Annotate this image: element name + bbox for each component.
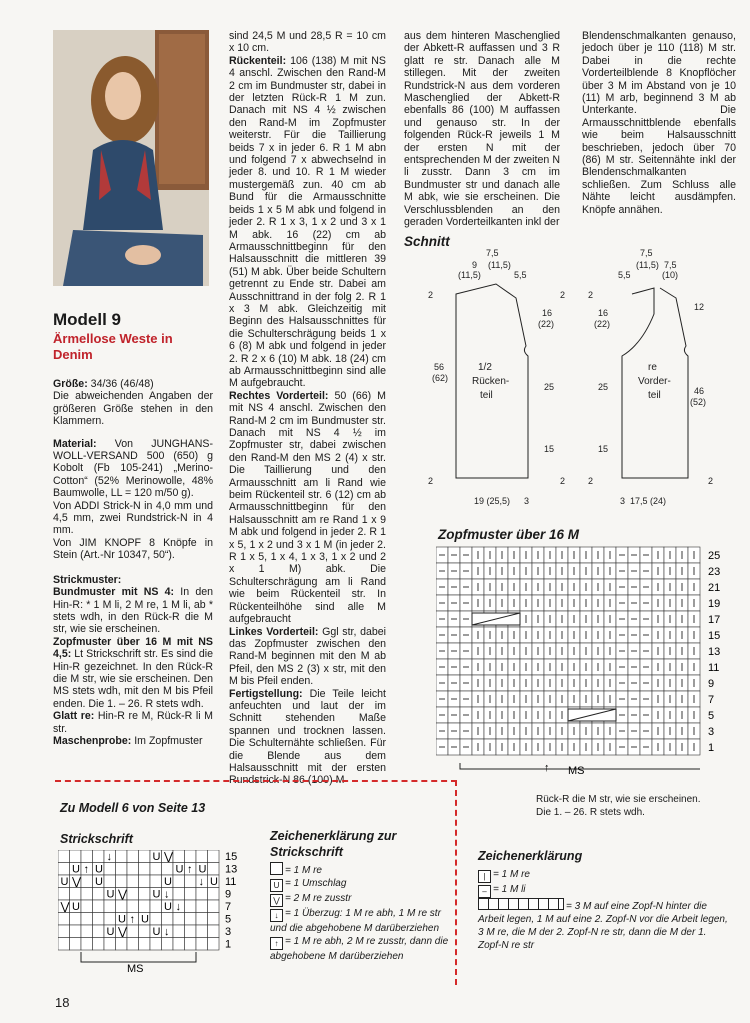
svg-text:2: 2 (588, 290, 594, 300)
svg-text:⋁: ⋁ (164, 851, 174, 863)
svg-text:1/2: 1/2 (478, 362, 492, 373)
row-number: 11 (708, 662, 720, 674)
svg-text:↓: ↓ (198, 876, 204, 888)
row-number: 3 (708, 726, 715, 738)
knit-icon: | (478, 870, 491, 883)
svg-text:↓: ↓ (175, 901, 181, 913)
strickschrift-title: Strickschrift (60, 832, 133, 846)
yarn-over-icon: U (270, 879, 283, 892)
row-number: 15 (708, 630, 721, 642)
row-number: 15 (225, 851, 238, 863)
svg-text:U: U (175, 863, 184, 876)
svg-text:↓: ↓ (164, 926, 170, 938)
svg-text:2: 2 (428, 476, 434, 486)
svg-text:(62): (62) (432, 373, 449, 383)
column-2: sind 24,5 M und 28,5 R = 10 cm x 10 cm. Rückenteil: 106 (138) M mit NS 4 anschl. Zwischen den Rand-M 2 cm im Bundmuster str, dabei in der letzten Rück-R 1 M zun. Danach mit NS 4 ½ zwischen den Rand-M im Zopfmuster weiterstr. Für die Taillierung beids 7 x in jeder 6. R 1 M abn und folgend 7 x abwechselnd in jeder 8. und 10. R 1 M wieder mustergemäß zun. 40 cm ab Bund für die Armausschnitte beids 1 x 5 M abk und folgend in jeder 2. R 1 x 3, 1 x 2 und 3 x 1 M abk. 16 (22) cm ab Armausschnittbeginn für den Halsausschnitt die mittleren 39 (51) M abk. Über beide Schultern getrennt zu Ende str. Dabei am Ausschnittrand in der folg 2. R 1 x 3 M abk. Gleichzeitig mit Beginn des Halsausschnittes für die Schulterschrägung beids 1 x 6 (8) M abk und folgend in jeder 2. R 2 x 6 (10) M abk. 18 (24) cm ab Armausschnittbeginn sind alle M aufgebraucht. Rechtes Vorderteil: 50 (66) M mit NS 4 anschl. Zwischen den Rand-M 2 cm im Bundmuster str. Danach mit NS 4 ½ im Zopfmuster str, dabei zwischen den Rand-M den MS 2 (4) x str. Die Taillierung und den Armausschnitt am li Rand wie beim Rückenteil str. 6 (12) cm ab Armausschnittbeginn für den Halsausschnitt am re Rand 1 x 9 M abk und folgend in jeder 2. R 1 x 5, 1 x 2 und 3 x 1 M (in jeder 2. R 1 x 5, 1 x 4, 1 x 3, 1 x 2 und 2 x 1 M) abk. Die Schulterschrägung am li Rand wie beim Rückenteil str. In Rückenteilhöhe sind alle M aufgebraucht Linkes Vorderteil: Ggl str, dabei das Zopfmuster zwischen den Rand-M beginnen mit den M ab Pfeil, den MS 2 (3) x str, mit den M bis Pfeil enden. Fertigstellung: Die Teile leicht anfeuchten und laut der im Schnitt stehenden Maße spannen und trocknen lassen. Die Schulternähte schließen. Für die Blende aus dem Halsausschnitt mit der ersten Rundstrick-N 86 (100) M (229, 30, 386, 787)
legend-zopf: Zeichenerklärung | = 1 M re – = 1 M li = 3 M auf eine Zopf-N hinter die Arbeit legen, 1 M auf eine 2. Zopf-N vor die Arbeit legen, 3 M re, die M der 2. Zopf-N re str, dann die M der 1. Zopf-N re str (478, 849, 728, 951)
purl-icon: – (478, 885, 491, 898)
svg-text:25: 25 (598, 382, 609, 392)
svg-text:↑: ↑ (83, 863, 89, 876)
svg-text:U: U (152, 888, 161, 901)
svg-text:⋁: ⋁ (72, 876, 82, 888)
strickschrift-chart (58, 850, 258, 980)
svg-text:46: 46 (694, 386, 705, 396)
ms-bracket (81, 952, 196, 962)
svg-text:3: 3 (620, 496, 626, 506)
svg-text:teil: teil (648, 390, 661, 401)
svg-text:2: 2 (588, 476, 594, 486)
row-number: 1 (708, 742, 715, 754)
svg-text:19 (25,5): 19 (25,5) (474, 496, 511, 506)
zopf-para: Zopfmuster über 16 M mit NS 4,5: Lt Strickschrift str. Es sind die Hin-R gezeichnet. In den Rück-R die M str, wie sie erscheinen. Den MS stets wdh, mit den M bis Pfeil enden. Die 1. – 26. R stets wdh. (53, 635, 213, 710)
page-number: 18 (55, 995, 70, 1010)
svg-text:↓: ↓ (106, 851, 112, 863)
column-4: Blendenschmalkanten genauso, jedoch über je 110 (118) M str. Dabei in die rechte Vorderteilblende 8 Knopflöcher über 3 M im Abstand von je 10 (11) M arb, beginnend 3 M ab Unterkante. Die Armausschnittblende ebenfalls wie beim Halsausschnitt beschrieben, jedoch über 70 (86) M str. Seitennähte inkl der Blendenschmalkanten schließen. Zum Schluss alle Nähte leicht ausdämpfen. Knöpfe annähen. (582, 30, 736, 216)
zopf-caption: Rück-R die M str, wie sie erscheinen. Die 1. – 26. R stets wdh. (536, 794, 701, 818)
svg-text:⋁: ⋁ (118, 888, 128, 901)
row-number: 21 (708, 582, 721, 594)
row-number: 1 (225, 938, 232, 951)
arrow-up-icon: ↑ (544, 762, 550, 774)
row-number: 9 (708, 678, 715, 690)
row-number: 9 (225, 888, 232, 901)
svg-text:(11,5): (11,5) (488, 260, 511, 270)
column-3: aus dem hinteren Maschenglied der Abkett-R auffassen und 3 R glatt re str. Danach alle M stillegen. Mit der zweiten Rundstrick-N aus dem vorderen Maschenglied der Abkett-R ebenfalls 86 (100) M auffassen und genauso str. In der folgenden Rück-R jeweils 1 M der ersten N mit der entsprechenden M der zweiten N li zusstr. Dann 3 cm im Bundmuster str und danach alle M abk, wie sie erscheinen. Die Verschlussblenden an den geraden Vorderteilkanten inkl der (404, 30, 560, 229)
row-number: 23 (708, 566, 721, 578)
svg-text:25: 25 (544, 382, 555, 392)
sk2po-icon: ↑ (270, 937, 283, 950)
column-1 (53, 378, 213, 747)
model-title: Modell 9 (53, 310, 122, 329)
separator-vertical (455, 780, 457, 985)
svg-text:U: U (72, 863, 80, 876)
size-para: Größe: 34/36 (46/48) Die abweichenden Angaben der größeren Größe stehen in den Klammern. (53, 378, 213, 428)
svg-text:U: U (72, 901, 80, 913)
svg-text:U: U (198, 863, 207, 876)
cable-symbol-icon (478, 898, 564, 910)
svg-text:2: 2 (560, 476, 566, 486)
svg-text:7,5: 7,5 (486, 248, 499, 258)
svg-text:2: 2 (708, 476, 714, 486)
svg-text:(22): (22) (594, 319, 611, 329)
row-number: 19 (708, 598, 721, 610)
svg-text:Rücken-: Rücken- (472, 376, 510, 387)
separator-horizontal (55, 780, 457, 782)
row-number: 17 (708, 614, 721, 626)
svg-text:teil: teil (480, 390, 493, 401)
svg-text:17,5 (24): 17,5 (24) (630, 496, 667, 506)
back-para: Rückenteil: 106 (138) M mit NS 4 anschl. Zwischen den Rand-M 2 cm im Bundmuster str, dabei in der letzten Rück-R 1 M zun. Danach mit NS 4 ½ zwischen den Rand-M im Zopfmuster weiterstr. Für die Taillierung beids 7 x in jeder 6. R 1 M abn und folgend 7 x abwechselnd in jeder 8. und 10. R 1 M wieder mustergemäß zun. 40 cm ab Bund für die Armausschnitte beids 1 x 5 M abk und folgend in jeder 2. R 1 x 3, 1 x 2 und 3 x 1 M abk. 16 (22) cm ab Armausschnittbeginn für den Halsausschnitt die mittleren 39 (51) M abk. Über beide Schultern getrennt zu Ende str. Dabei am Ausschnittrand in der folg 2. R 1 x 3 M abk. Gleichzeitig mit Beginn des Halsausschnittes für die Schulterschrägung beids 1 x 6 (8) M abk und folgend in jeder 2. R 2 x 6 (10) M abk. 18 (24) cm ab Armausschnittbeginn sind alle M aufgebraucht. (229, 54, 386, 390)
svg-text:U: U (152, 926, 161, 938)
svg-text:(52): (52) (690, 397, 707, 407)
model-subtitle: Ärmellose Weste in Denim (53, 331, 173, 362)
right-front-para: Rechtes Vorderteil: 50 (66) M mit NS 4 anschl. Zwischen den Rand-M 2 cm im Bundmuster str. Danach mit NS 4 ½ im Zopfmuster str, dabei zwischen den Rand-M den MS 2 (4) x str. Die Taillierung und den Armausschnitt am li Rand wie beim Rückenteil str. 6 (12) cm ab Armausschnittbeginn für den Halsausschnitt am re Rand 1 x 9 M abk und folgend in jeder 2. R 1 x 5, 1 x 2 und 3 x 1 M (in jeder 2. R 1 x 5, 1 x 4, 1 x 3, 1 x 2 und 2 x 1 M) abk. Die Schulterschrägung am li Rand wie beim Rückenteil str. In Rückenteilhöhe sind alle M aufgebraucht (229, 389, 386, 626)
svg-text:(22): (22) (538, 319, 555, 329)
svg-text:re: re (648, 362, 657, 373)
legend-strickschrift: Zeichenerklärung zur Strickschrift = 1 M re U = 1 Umschlag ⋁ = 2 M re zusstr ↓ = 1 Überzug: 1 M re abh, 1 M re str und die abgehobene M darüberziehen ↑ = 1 M re abh, 2 M re zusstr, dann die abgehobene M darüberziehen (270, 829, 449, 962)
svg-text:U: U (95, 876, 103, 888)
pattern-heading: Strickmuster: (53, 573, 122, 586)
row-number: 25 (708, 550, 721, 562)
svg-text:3: 3 (524, 496, 530, 506)
row-number: 5 (225, 913, 232, 926)
svg-text:U: U (118, 913, 126, 926)
svg-text:15: 15 (598, 444, 609, 454)
svg-text:U: U (210, 876, 218, 888)
svg-text:U: U (141, 913, 149, 926)
svg-text:↓: ↓ (164, 888, 170, 901)
svg-text:U: U (106, 926, 115, 938)
finishing-para: Fertigstellung: Die Teile leicht anfeuchten und laut der im Schnitt stehenden Maße spannen und trocknen lassen. Die Schulternähte schließen. Für die Blende aus dem Halsausschnitt mit der ersten Rundstrick-N 86 (100) M (229, 687, 386, 787)
model-photo (53, 30, 209, 286)
svg-text:U: U (164, 876, 172, 888)
skpo-icon: ↓ (270, 909, 283, 922)
row-number: 7 (225, 901, 232, 913)
svg-text:2: 2 (560, 290, 566, 300)
svg-text:5,5: 5,5 (618, 270, 631, 280)
svg-text:2: 2 (428, 290, 434, 300)
svg-text:16: 16 (542, 308, 553, 318)
svg-text:15: 15 (544, 444, 555, 454)
svg-text:9: 9 (472, 260, 478, 270)
svg-text:(11,5): (11,5) (636, 260, 659, 270)
row-number: 5 (708, 710, 715, 722)
svg-text:(11,5): (11,5) (458, 270, 481, 280)
row-number: 11 (225, 876, 237, 888)
svg-text:Vorder-: Vorder- (638, 376, 671, 387)
svg-text:U: U (95, 863, 103, 876)
schnitt-diagram (404, 246, 734, 516)
zopf-title: Zopfmuster über 16 M (438, 527, 580, 542)
knit-icon (270, 862, 283, 875)
svg-text:U: U (106, 888, 115, 901)
modell6-title: Zu Modell 6 von Seite 13 (60, 801, 206, 815)
material-para: Material: Von JUNGHANS-WOLL-VERSAND 500 (650) g Kobolt (Fb 105-241) „Merino-Cotton“ (52% Merinowolle, 48% Baumwolle, LL = 120 m/50 g). Von ADDI Strick-N in 4,0 mm und 4,5 mm, zwei Rundstrick-N in 4 mm. Von JIM KNOPF 8 Knöpfe in Stein (Art.-Nr 10347, 50“). (53, 437, 213, 562)
svg-text:↑: ↑ (187, 863, 193, 876)
svg-text:56: 56 (434, 362, 445, 372)
svg-text:⋁: ⋁ (118, 926, 128, 938)
row-number: 13 (708, 646, 721, 658)
row-number: 13 (225, 863, 238, 876)
svg-text:U: U (60, 876, 69, 888)
zopf-chart (436, 545, 726, 785)
row-number: 7 (708, 694, 715, 706)
svg-text:(10): (10) (662, 270, 679, 280)
svg-text:↑: ↑ (129, 913, 135, 926)
left-front-para: Linkes Vorderteil: Ggl str, dabei das Zopfmuster zwischen den Rand-M beginnen mit den M ab Pfeil, den MS 2 (3) x str, mit den M bis Pfeil enden. (229, 625, 386, 688)
bund-para: Bundmuster mit NS 4: In den Hin-R: * 1 M li, 2 M re, 1 M li, ab * stets wdh, in den Rück-R die M str, wie sie erscheinen. (53, 586, 213, 636)
probe-para: Maschenprobe: Im Zopfmuster (53, 734, 203, 747)
svg-text:7,5: 7,5 (640, 248, 653, 258)
ms-label: MS (568, 765, 585, 777)
schnitt-title: Schnitt (404, 234, 450, 249)
svg-text:⋁: ⋁ (60, 901, 70, 913)
svg-text:U: U (164, 901, 172, 913)
k2tog-icon: ⋁ (270, 894, 283, 907)
svg-text:12: 12 (694, 302, 705, 312)
svg-text:U: U (152, 851, 161, 863)
ms-label: MS (127, 963, 144, 975)
svg-text:5,5: 5,5 (514, 270, 527, 280)
row-number: 3 (225, 926, 232, 938)
svg-text:16: 16 (598, 308, 609, 318)
svg-text:7,5: 7,5 (664, 260, 677, 270)
glatt-para: Glatt re: Hin-R re M, Rück-R li M str. (53, 710, 213, 735)
